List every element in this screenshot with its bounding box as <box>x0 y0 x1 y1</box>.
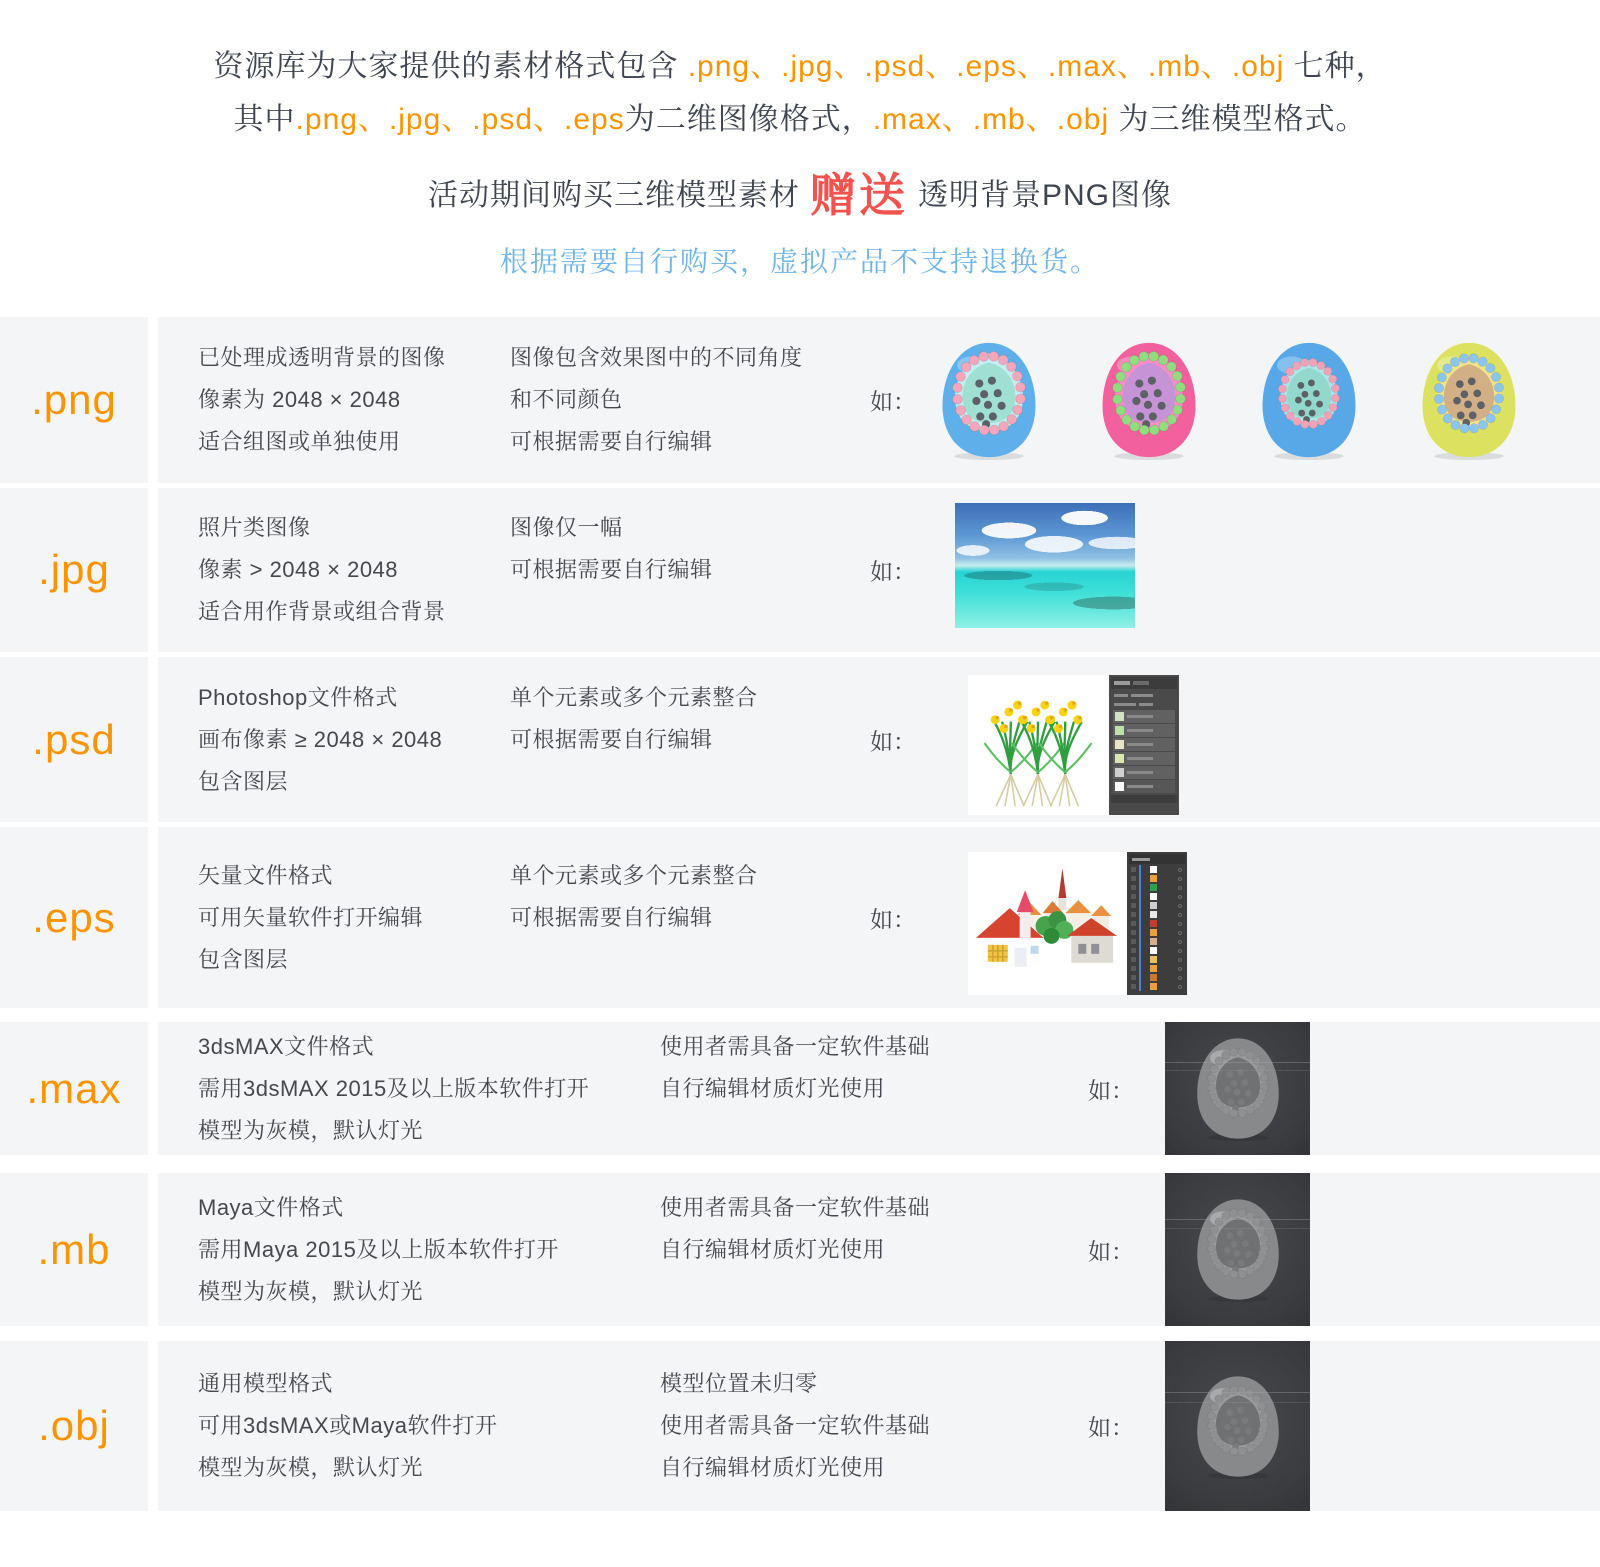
desc-line: 像素为 2048 × 2048 <box>198 387 401 412</box>
format-label-cell <box>0 657 148 822</box>
intro-line-2 <box>0 93 1600 146</box>
format-label-cell <box>0 1341 148 1511</box>
desc-line: 像素 > 2048 × 2048 <box>198 557 399 582</box>
format-label-cell <box>0 317 148 483</box>
example-label: 如： <box>870 906 916 932</box>
purchase-notice: 根据需要自行购买，虚拟产品不支持退换货。 <box>499 246 1100 277</box>
desc-line: 模型为灰模，默认灯光 <box>198 1117 424 1143</box>
eps-example <box>968 852 1187 995</box>
desc-line: 适合用作背景或组合背景 <box>198 599 446 624</box>
desc-line: 使用者需具备一定软件基础 <box>660 1194 931 1220</box>
format-row-jpg <box>0 488 1600 652</box>
formats-3d-highlight: .max、.mb、.obj <box>872 103 1110 136</box>
format-row-content <box>158 1022 1600 1155</box>
format-row-mb <box>0 1173 1600 1326</box>
intro-text: 为三维模型格式。 <box>1109 103 1367 136</box>
description-columns <box>198 855 758 981</box>
desc-line: Photoshop文件格式 <box>198 684 398 710</box>
promo-text: 透明背景PNG图像 <box>917 179 1172 212</box>
format-label-cell <box>0 1022 148 1155</box>
desc-line: 单个元素或多个元素整合 <box>510 684 758 710</box>
format-label: .mb <box>37 1225 111 1273</box>
desc-line: Maya文件格式 <box>198 1194 344 1220</box>
desc-line: 照片类图像 <box>198 515 311 540</box>
description-columns <box>198 1026 930 1152</box>
description-columns <box>198 507 713 633</box>
desc-line: 模型为灰模，默认灯光 <box>198 1455 424 1480</box>
format-label-cell <box>0 827 148 1008</box>
eps-example-image <box>968 852 1127 995</box>
intro-text: 为二维图像格式， <box>624 103 873 136</box>
format-row-content <box>158 657 1600 822</box>
description-column-2 <box>510 507 713 591</box>
format-label: .png <box>31 376 117 423</box>
format-row-content <box>158 317 1600 483</box>
intro-line-1 <box>0 40 1600 93</box>
description-columns <box>198 1187 930 1313</box>
description-column-1 <box>198 507 510 633</box>
desc-line: 自行编辑材质灯光使用 <box>660 1455 886 1480</box>
max-example-model <box>1165 1022 1310 1155</box>
description-columns <box>198 677 758 803</box>
desc-line: 可用矢量软件打开编辑 <box>198 904 424 930</box>
desc-line: 需用Maya 2015及以上版本软件打开 <box>198 1236 559 1262</box>
mb-example-model <box>1165 1173 1310 1326</box>
desc-line: 已处理成透明背景的图像 <box>198 345 446 370</box>
promo-text: 活动期间购买三维模型素材 <box>427 179 800 212</box>
photoshop-layers-panel <box>1109 675 1179 815</box>
desc-line: 模型为灰模，默认灯光 <box>198 1278 424 1304</box>
format-row-png <box>0 317 1600 483</box>
desc-line: 可根据需要自行编辑 <box>510 726 713 752</box>
format-label-cell <box>0 488 148 652</box>
desc-line: 图像仅一幅 <box>510 515 623 540</box>
format-label: .eps <box>32 893 116 941</box>
description-column-2 <box>510 337 803 463</box>
jpg-example-photo <box>955 503 1135 628</box>
illustrator-layers-panel <box>1127 852 1187 995</box>
description-column-1 <box>198 1363 660 1489</box>
format-label: .jpg <box>38 546 110 593</box>
gift-badge: 赠送 <box>809 169 908 221</box>
description-columns <box>198 337 803 463</box>
desc-line: 图像包含效果图中的不同角度 <box>510 345 803 370</box>
format-row-psd <box>0 657 1600 822</box>
intro-text: 七种， <box>1284 50 1387 83</box>
desc-line: 使用者需具备一定软件基础 <box>660 1413 931 1438</box>
format-row-content <box>158 827 1600 1008</box>
example-label: 如： <box>1088 1238 1134 1264</box>
description-column-1 <box>198 1187 660 1313</box>
description-column-2 <box>660 1187 930 1271</box>
description-column-2 <box>660 1026 930 1110</box>
format-row-content <box>158 1173 1600 1326</box>
desc-line: 需用3dsMAX 2015及以上版本软件打开 <box>198 1075 590 1101</box>
example-label: 如： <box>870 388 916 415</box>
format-row-max <box>0 1022 1600 1155</box>
format-row-content <box>158 1341 1600 1511</box>
desc-line: 模型位置未归零 <box>660 1371 818 1396</box>
desc-line: 通用模型格式 <box>198 1371 334 1396</box>
desc-line: 和不同颜色 <box>510 387 623 412</box>
format-label: .psd <box>32 715 116 763</box>
psd-example <box>968 675 1179 815</box>
png-example-images <box>930 339 1528 461</box>
desc-line: 可用3dsMAX或Maya软件打开 <box>198 1413 498 1438</box>
desc-line: 画布像素 ≥ 2048 × 2048 <box>198 726 443 752</box>
format-label-cell <box>0 1173 148 1326</box>
intro-section <box>0 0 1600 281</box>
desc-line: 可根据需要自行编辑 <box>510 429 713 454</box>
example-label: 如： <box>1088 1414 1134 1441</box>
promo-line <box>0 171 1600 219</box>
desc-line: 单个元素或多个元素整合 <box>510 862 758 888</box>
example-label: 如： <box>870 728 916 754</box>
format-list-highlight: .png、.jpg、.psd、.eps、.max、.mb、.obj <box>687 50 1285 83</box>
intro-text: 资源库为大家提供的素材格式包含 <box>213 50 688 83</box>
desc-line: 使用者需具备一定软件基础 <box>660 1033 931 1059</box>
description-column-1 <box>198 677 510 803</box>
desc-line: 自行编辑材质灯光使用 <box>660 1075 886 1101</box>
description-column-1 <box>198 1026 660 1152</box>
format-label: .obj <box>38 1402 110 1449</box>
desc-line: 包含图层 <box>198 946 289 972</box>
format-table <box>0 317 1600 1511</box>
intro-text: 其中 <box>233 103 296 136</box>
format-row-obj <box>0 1341 1600 1511</box>
formats-2d-highlight: .png、.jpg、.psd、.eps <box>295 103 625 136</box>
desc-line: 矢量文件格式 <box>198 862 334 888</box>
description-column-1 <box>198 337 510 463</box>
desc-line: 3dsMAX文件格式 <box>198 1033 375 1059</box>
psd-example-image <box>968 675 1109 815</box>
description-column-2 <box>660 1363 930 1489</box>
desc-line: 可根据需要自行编辑 <box>510 557 713 582</box>
format-label: .max <box>26 1064 122 1112</box>
example-label: 如： <box>1088 1077 1134 1103</box>
format-row-eps <box>0 827 1600 1008</box>
format-row-content <box>158 488 1600 652</box>
desc-line: 自行编辑材质灯光使用 <box>660 1236 886 1262</box>
description-column-2 <box>510 677 758 761</box>
description-columns <box>198 1363 930 1489</box>
desc-line: 包含图层 <box>198 768 289 794</box>
desc-line: 适合组图或单独使用 <box>198 429 401 454</box>
example-label: 如： <box>870 558 916 585</box>
desc-line: 可根据需要自行编辑 <box>510 904 713 930</box>
description-column-1 <box>198 855 510 981</box>
obj-example-model <box>1165 1341 1310 1511</box>
description-column-2 <box>510 855 758 939</box>
